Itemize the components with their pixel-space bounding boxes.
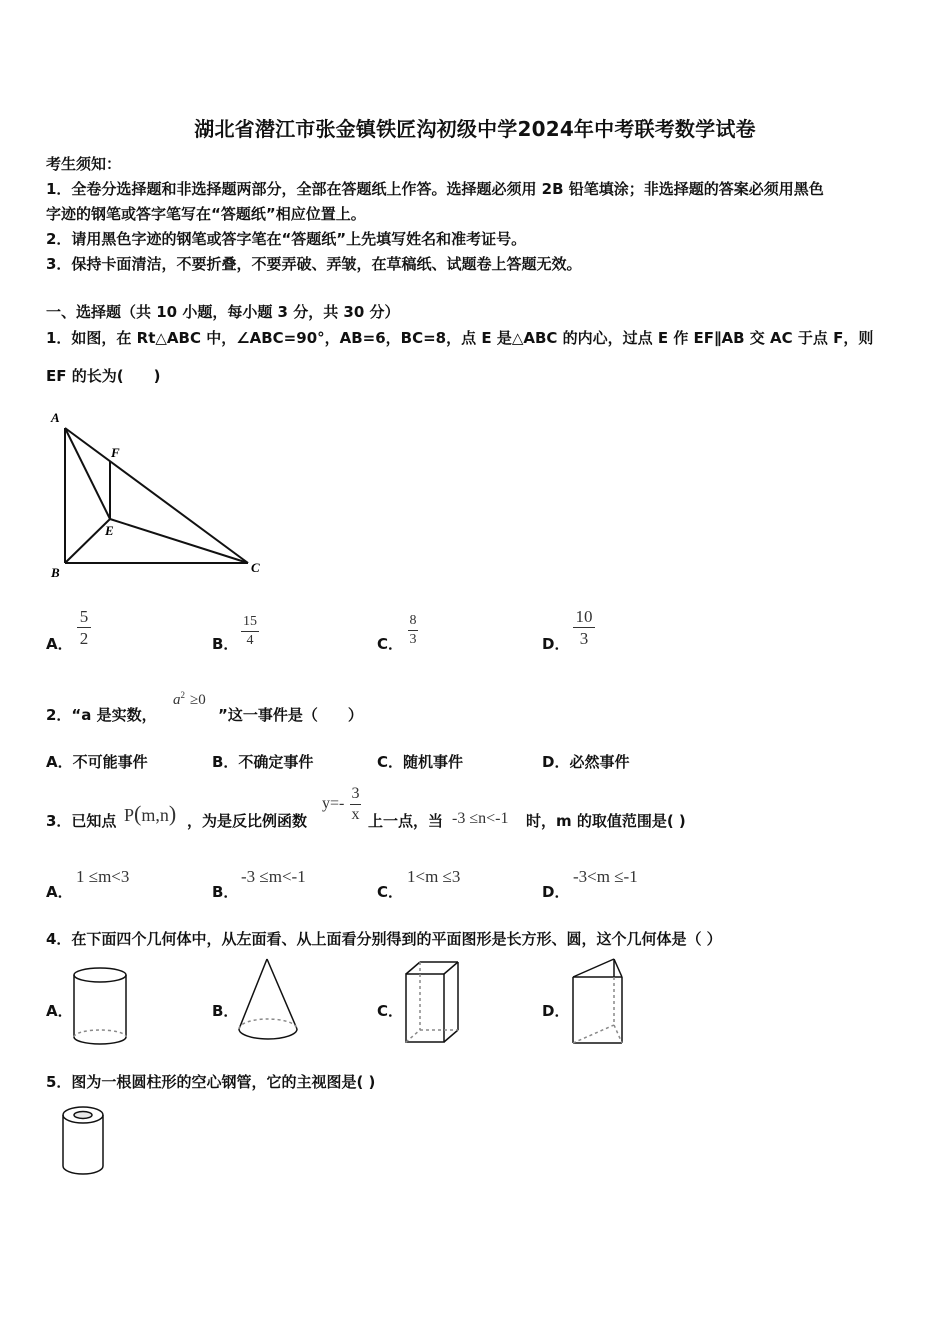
fraction-bar [573,627,595,628]
q2-option-c[interactable]: C．随机事件 [377,753,464,771]
q2-stem-start: 2．“a 是实数， [46,706,157,724]
fraction-denominator: 2 [79,629,89,648]
q3-option-a-letter[interactable]: A． [46,883,73,901]
q4-stem: 4．在下面四个几何体中，从左面看、从上面看分别得到的平面图形是长方形、圆，这个几何体是（ ） [46,930,722,948]
q1-option-c-fraction [408,614,418,647]
segment-be [65,519,110,563]
segment-ae [65,428,110,519]
math-relation: ≥0 [190,692,206,708]
rectangular-prism-icon [402,958,464,1048]
fraction-bar [77,627,91,628]
fraction-numerator: 3 [351,785,360,802]
q4-option-b-letter[interactable]: B． [212,1002,239,1020]
triangular-prism-icon [568,955,630,1047]
fraction-numerator: 10 [575,607,593,626]
math-exponent: 2 [180,690,185,700]
notice-line-1b: 字迹的钢笔或答字笔写在“答题纸”相应位置上。 [46,205,366,223]
fraction-bar [350,804,361,805]
q3-option-b-letter[interactable]: B． [212,883,239,901]
hollow-pipe-icon [56,1103,112,1179]
fraction-numerator: 5 [79,607,89,626]
fraction-denominator: 3 [409,632,417,647]
fraction-denominator: 3 [579,629,589,648]
q3-point-expression: P(m,n) [124,801,177,826]
segment-ac [65,428,248,563]
page-title: 湖北省潜江市张金镇铁匠沟初级中学2024年中考联考数学试卷 [194,117,756,141]
q4-option-a-letter[interactable]: A． [46,1002,73,1020]
q1-triangle-figure [40,405,270,585]
fraction-denominator: 4 [246,633,254,648]
q3-stem-end: 时，m 的取值范围是( ) [526,812,686,830]
q3-option-d-expr: -3<m ≤-1 [573,867,638,886]
fraction-numerator: 15 [243,614,257,629]
point-coordinates: m,n [141,805,169,825]
label-f: F [111,445,120,460]
q1-option-b-fraction [241,615,259,648]
label-e: E [105,523,114,538]
notice-heading: 考生须知： [46,155,122,173]
q3-option-c-expr: 1<m ≤3 [407,867,461,886]
fraction-bar [241,631,259,632]
q2-option-a[interactable]: A．不可能事件 [46,753,148,771]
fraction-denominator: x [351,806,360,823]
q3-option-c-letter[interactable]: C． [377,883,404,901]
q3-function-fraction [350,786,361,823]
q2-math-expression [173,690,206,709]
q1-option-b-letter[interactable]: B． [212,635,239,653]
segment-ce [110,519,248,563]
fraction-bar [408,630,418,631]
q1-option-d-fraction [573,608,595,647]
q1-stem-line2: EF 的长为( ) [46,367,161,385]
q2-stem-end: ”这一事件是（ ） [218,706,363,724]
math-variable: a [173,692,181,708]
notice-line-2: 2．请用黑色字迹的钢笔或答字笔在“答题纸”上先填写姓名和准考证号。 [46,230,527,248]
q3-stem-middle: ，为是反比例函数 [187,812,308,830]
cone-icon [234,955,304,1047]
notice-line-1a: 1．全卷分选择题和非选择题两部分，全部在答题纸上作答。选择题必须用 2B 铅笔填涂；非选择题的答案必须用黑色 [46,180,824,198]
section-heading: 一、选择题（共 10 小题，每小题 3 分，共 30 分） [46,303,400,321]
q3-option-b-expr: -3 ≤m<-1 [241,867,306,886]
q3-function-lhs: y=- [322,795,345,812]
q1-option-a-letter[interactable]: A． [46,635,73,653]
q1-option-d-letter[interactable]: D． [542,635,570,653]
point-name: P [124,805,135,825]
label-c: C [251,560,260,575]
q4-option-c-letter[interactable]: C． [377,1002,404,1020]
notice-line-3: 3．保持卡面清洁，不要折叠，不要弄破、弄皱，在草稿纸、试题卷上答题无效。 [46,255,582,273]
q5-stem: 5．图为一根圆柱形的空心钢管，它的主视图是( ) [46,1073,376,1091]
fraction-numerator: 8 [409,613,417,628]
q3-condition: -3 ≤n<-1 [452,810,509,827]
q2-option-d[interactable]: D．必然事件 [542,753,630,771]
q1-option-c-letter[interactable]: C． [377,635,404,653]
q1-option-a-fraction [77,608,91,647]
q3-option-d-letter[interactable]: D． [542,883,570,901]
label-b: B [51,565,60,580]
q4-option-d-letter[interactable]: D． [542,1002,570,1020]
q3-stem-start: 3．已知点 [46,812,117,830]
cylinder-icon [70,963,132,1049]
q2-option-b[interactable]: B．不确定事件 [212,753,314,771]
label-a: A [51,410,60,425]
q3-stem-on-curve: 上一点，当 [368,812,444,830]
q1-stem-line1: 1．如图，在 Rt△ABC 中，∠ABC=90°，AB=6，BC=8，点 E 是△ABC 的内心，过点 E 作 EF∥AB 交 AC 于点 F，则 [46,329,874,347]
q3-option-a-expr: 1 ≤m<3 [76,867,130,886]
